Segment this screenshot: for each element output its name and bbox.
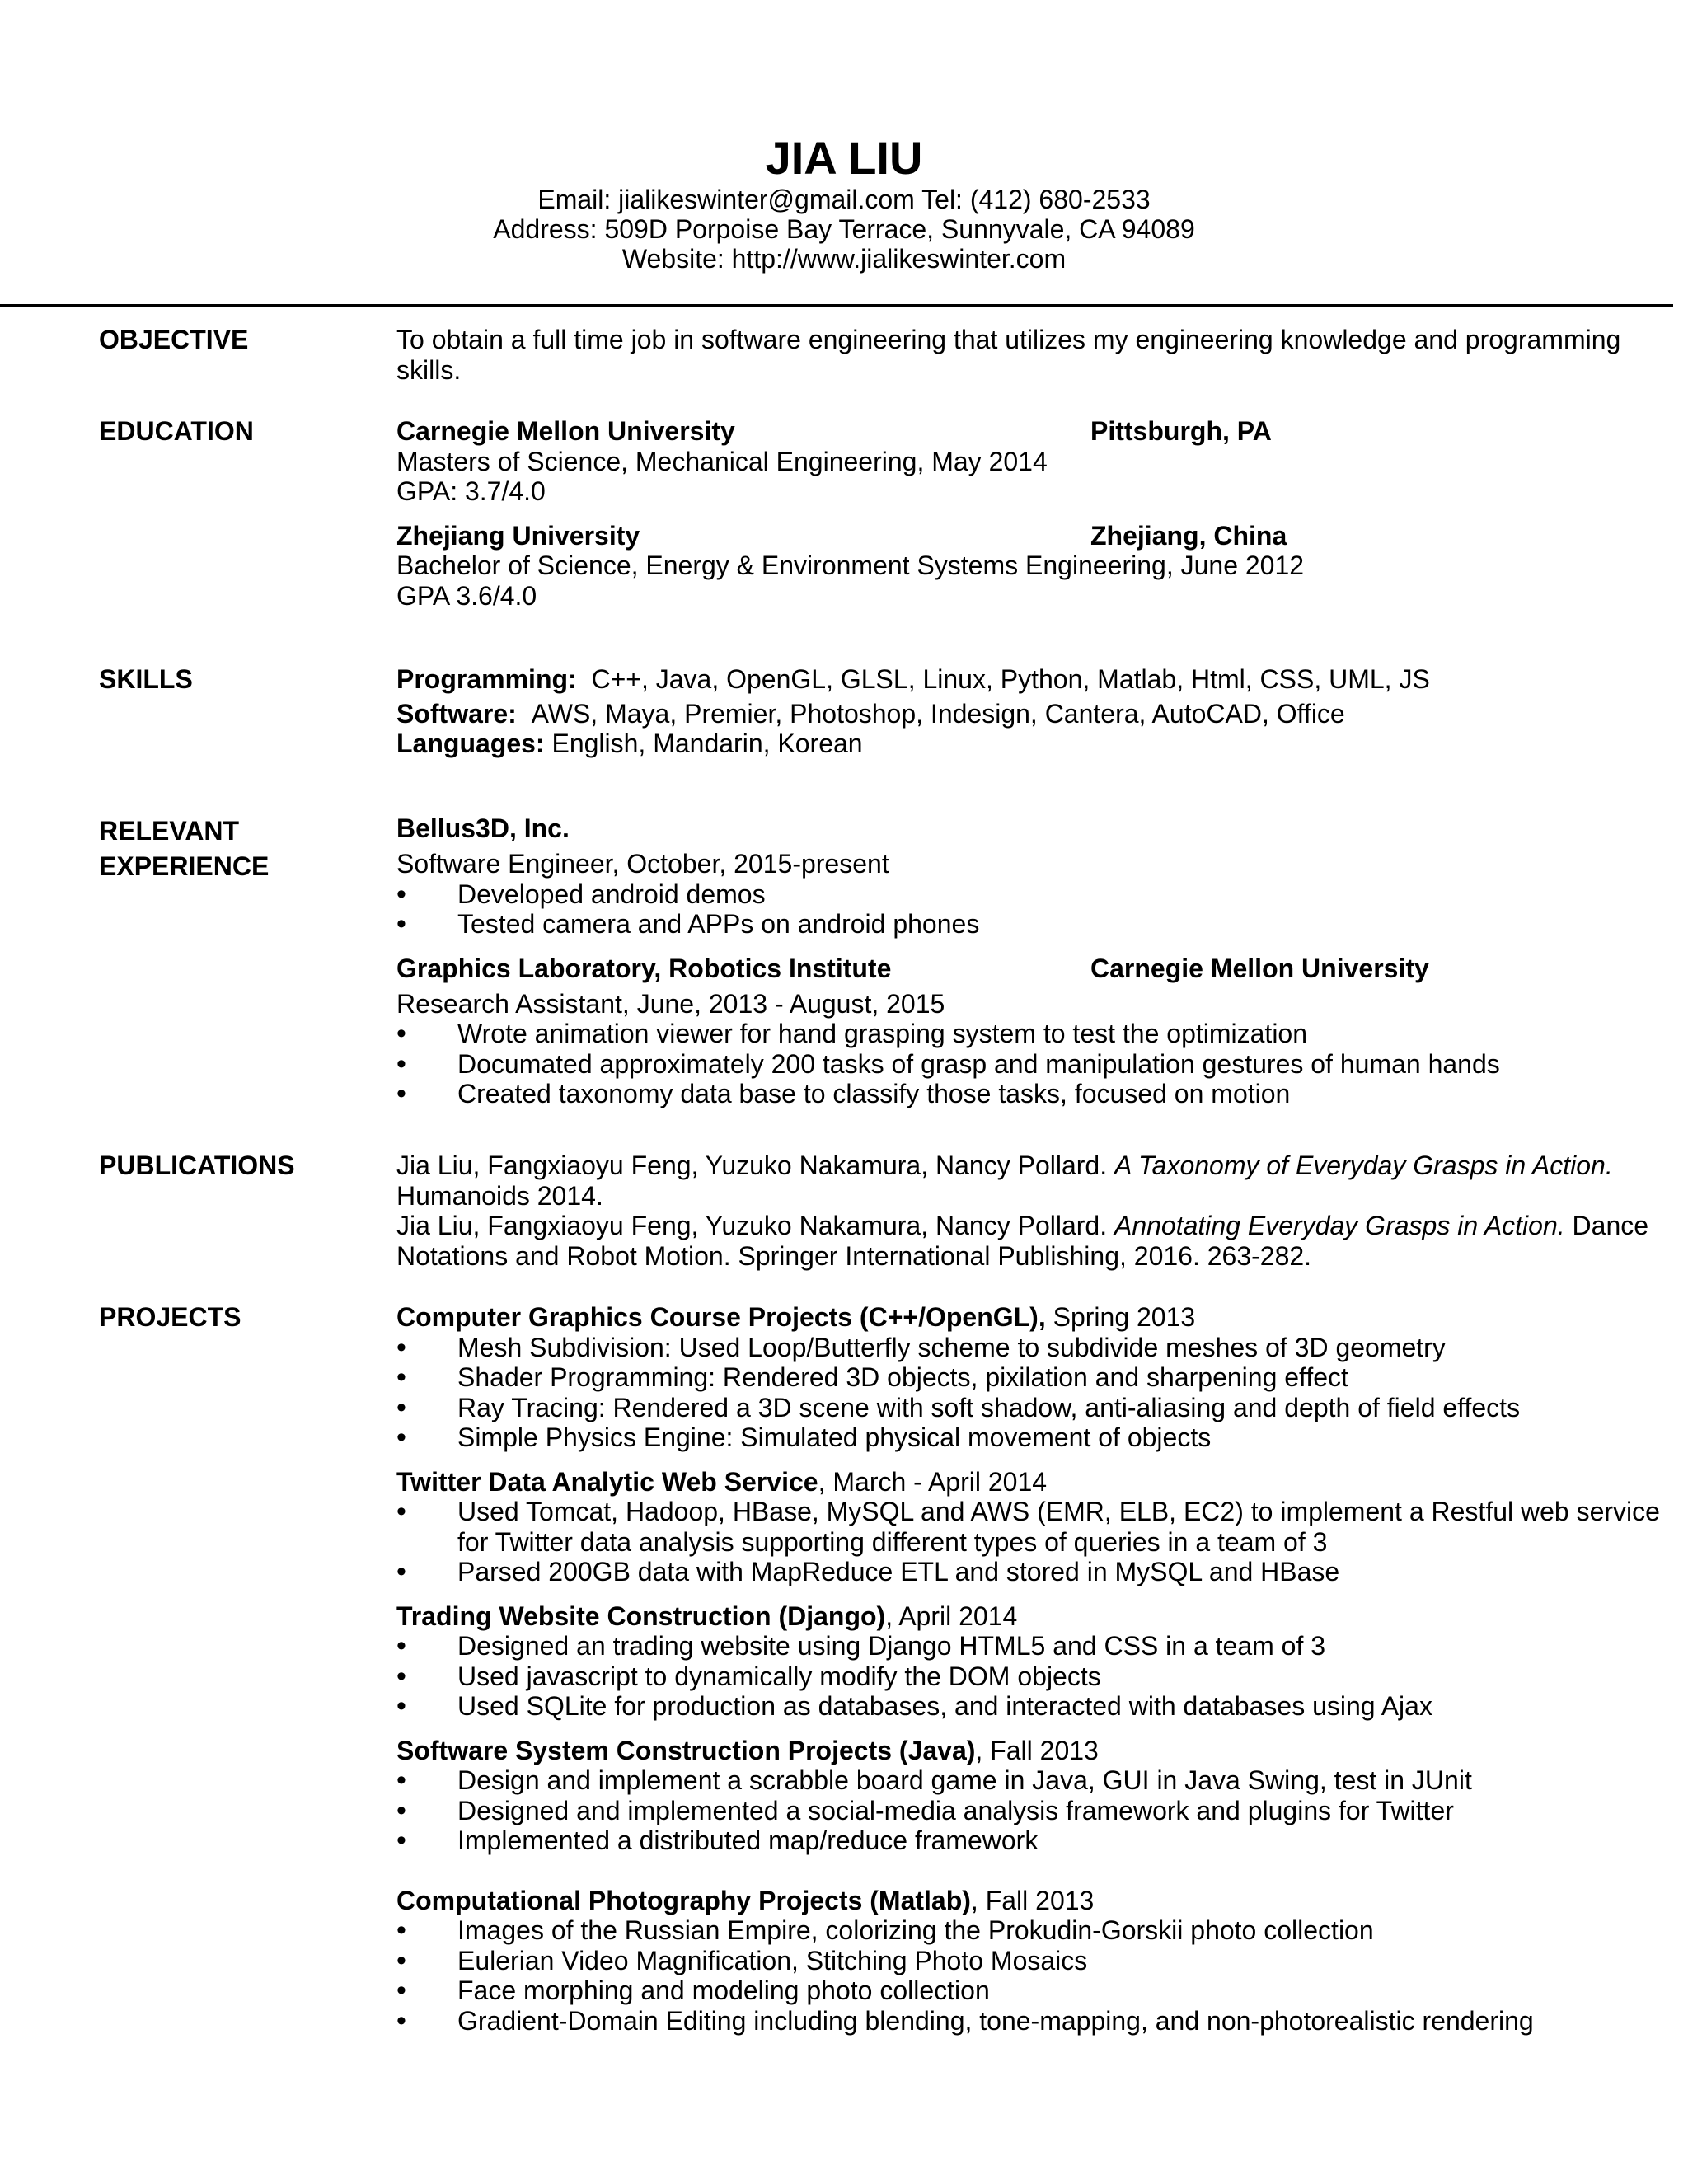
school-degree: Masters of Science, Mechanical Engineering, May 2014 — [396, 446, 1048, 476]
list-item: • Mesh Subdivision: Used Loop/Butterfly scheme to subdivide meshes of 3D geometry — [396, 1333, 1682, 1363]
publication-venue: Humanoids 2014. — [396, 1180, 603, 1211]
skill-line — [396, 729, 1682, 759]
section-label-experience — [99, 813, 379, 884]
section-label-projects: PROJECTS — [99, 1302, 241, 1332]
skill-key: Software: — [396, 698, 517, 729]
project-entry — [396, 1302, 1682, 1453]
list-item: • Face morphing and modeling photo collection — [396, 1975, 1682, 2006]
job-role: Research Assistant, June, 2013 - August, 2015 — [396, 988, 945, 1019]
school-entry — [396, 416, 1682, 507]
list-item: • Shader Programming: Rendered 3D objects, pixilation and sharpening effect — [396, 1362, 1682, 1393]
list-item: • Images of the Russian Empire, colorizing the Prokudin-Gorskii photo collection — [396, 1915, 1682, 1946]
project-title: Computational Photography Projects (Matlab) — [396, 1885, 971, 1915]
job-org: Graphics Laboratory, Robotics Institute — [396, 953, 892, 983]
address-line: Address: 509D Porpoise Bay Terrace, Sunnyvale, CA 94089 — [493, 214, 1195, 244]
list-item: • Eulerian Video Magnification, Stitching Photo Mosaics — [396, 1946, 1682, 1976]
section-label-line: RELEVANT — [99, 816, 240, 846]
list-item: • Simple Physics Engine: Simulated physical movement of objects — [396, 1422, 1682, 1453]
project-entry — [396, 1467, 1682, 1587]
list-item: • Parsed 200GB data with MapReduce ETL and stored in MySQL and HBase — [396, 1557, 1682, 1587]
project-title: Software System Construction Projects (Java) — [396, 1735, 976, 1765]
job-entry — [396, 813, 1682, 940]
skill-line — [396, 699, 1682, 729]
project-title: Trading Website Construction (Django) — [396, 1601, 886, 1631]
school-location: Zhejiang, China — [1090, 520, 1287, 551]
project-bullets — [396, 1497, 1682, 1587]
school-entry — [396, 521, 1682, 612]
list-item: • Used Tomcat, Hadoop, HBase, MySQL and AWS (EMR, ELB, EC2) to implement a Restful web service for Twitter data analysis supporting different types of queries in a team of 3 — [396, 1497, 1682, 1557]
job-bullets — [396, 1019, 1682, 1109]
section-label-education: EDUCATION — [99, 416, 254, 446]
publication-entry — [396, 1211, 1682, 1271]
projects-body — [396, 1302, 1682, 2036]
publications-body — [396, 1151, 1682, 1271]
project-date: , April 2014 — [885, 1601, 1018, 1631]
school-name: Zhejiang University — [396, 520, 640, 551]
project-bullets — [396, 1765, 1682, 1856]
school-location: Pittsburgh, PA — [1090, 416, 1272, 446]
skill-key: Programming: — [396, 664, 577, 694]
publication-venue: Dance Notations and Robot Motion. Springer International Publishing, 2016. 263-282. — [396, 1211, 1649, 1271]
skill-value: AWS, Maya, Premier, Photoshop, Indesign, Cantera, AutoCAD, Office — [531, 698, 1345, 729]
publication-title: A Taxonomy of Everyday Grasps in Action. — [1114, 1151, 1613, 1180]
project-entry — [396, 1886, 1682, 2036]
section-label-publications: PUBLICATIONS — [99, 1151, 295, 1180]
publication-entry — [396, 1151, 1682, 1211]
list-item: • Designed an trading website using Django HTML5 and CSS in a team of 3 — [396, 1631, 1682, 1661]
job-location: Carnegie Mellon University — [1090, 953, 1429, 983]
list-item: • Designed and implemented a social-media analysis framework and plugins for Twitter — [396, 1796, 1682, 1826]
list-item: • Ray Tracing: Rendered a 3D scene with soft shadow, anti-aliasing and depth of field effects — [396, 1393, 1682, 1423]
school-degree: Bachelor of Science, Energy & Environment Systems Engineering, June 2012 — [396, 551, 1305, 580]
section-label-objective: OBJECTIVE — [99, 325, 249, 354]
header-divider — [0, 304, 1673, 307]
candidate-name: JIA LIU — [765, 132, 923, 184]
project-title: Twitter Data Analytic Web Service — [396, 1466, 818, 1497]
resume-header — [0, 132, 1688, 274]
publication-authors: Jia Liu, Fangxiaoyu Feng, Yuzuko Nakamura, Nancy Pollard. — [396, 1151, 1114, 1180]
publication-title: Annotating Everyday Grasps in Action. — [1114, 1211, 1565, 1240]
project-bullets — [396, 1631, 1682, 1722]
list-item: • Created taxonomy data base to classify those tasks, focused on motion — [396, 1079, 1682, 1109]
school-gpa: GPA: 3.7/4.0 — [396, 476, 546, 506]
job-org: Bellus3D, Inc. — [396, 813, 570, 843]
section-label-skills: SKILLS — [99, 664, 193, 694]
email-phone-line: Email: jialikeswinter@gmail.com Tel: (412) 680-2533 — [537, 185, 1151, 214]
job-role: Software Engineer, October, 2015-present — [396, 849, 889, 879]
school-name: Carnegie Mellon University — [396, 416, 735, 446]
project-bullets — [396, 1333, 1682, 1453]
skill-key: Languages: — [396, 729, 545, 758]
project-entry — [396, 1736, 1682, 1856]
publication-authors: Jia Liu, Fangxiaoyu Feng, Yuzuko Nakamura, Nancy Pollard. — [396, 1211, 1114, 1240]
objective-text: To obtain a full time job in software engineering that utilizes my engineering knowledge and programming skills. — [396, 325, 1621, 385]
website-line: Website: http://www.jialikeswinter.com — [621, 244, 1067, 274]
skill-value: C++, Java, OpenGL, GLSL, Linux, Python, Matlab, Html, CSS, UML, JS — [591, 664, 1430, 694]
list-item: • Wrote animation viewer for hand grasping system to test the optimization — [396, 1019, 1682, 1049]
project-date: Spring 2013 — [1045, 1302, 1196, 1332]
list-item: • Used javascript to dynamically modify the DOM objects — [396, 1661, 1682, 1692]
list-item: • Used SQLite for production as databases, and interacted with databases using Ajax — [396, 1691, 1682, 1722]
school-gpa: GPA 3.6/4.0 — [396, 580, 537, 611]
section-label-line: EXPERIENCE — [99, 851, 270, 881]
list-item: • Design and implement a scrabble board game in Java, GUI in Java Swing, test in JUnit — [396, 1765, 1682, 1796]
experience-body — [396, 813, 1682, 1109]
list-item: • Developed android demos — [396, 879, 1682, 910]
skills-body — [396, 664, 1682, 759]
project-date: , Fall 2013 — [975, 1735, 1099, 1765]
job-entry — [396, 954, 1682, 1109]
list-item: • Tested camera and APPs on android phones — [396, 909, 1682, 940]
job-bullets — [396, 879, 1682, 940]
skill-value: English, Mandarin, Korean — [551, 729, 863, 758]
education-body — [396, 416, 1682, 611]
project-date: , March - April 2014 — [818, 1466, 1048, 1497]
skill-line — [396, 664, 1682, 695]
list-item: • Gradient-Domain Editing including blending, tone-mapping, and non-photorealistic rendering — [396, 2006, 1682, 2036]
project-title: Computer Graphics Course Projects (C++/OpenGL), — [396, 1302, 1046, 1332]
list-item: • Implemented a distributed map/reduce framework — [396, 1825, 1682, 1856]
project-date: , Fall 2013 — [970, 1885, 1095, 1915]
list-item: • Documated approximately 200 tasks of grasp and manipulation gestures of human hands — [396, 1049, 1682, 1080]
project-entry — [396, 1601, 1682, 1722]
project-bullets — [396, 1915, 1682, 2036]
